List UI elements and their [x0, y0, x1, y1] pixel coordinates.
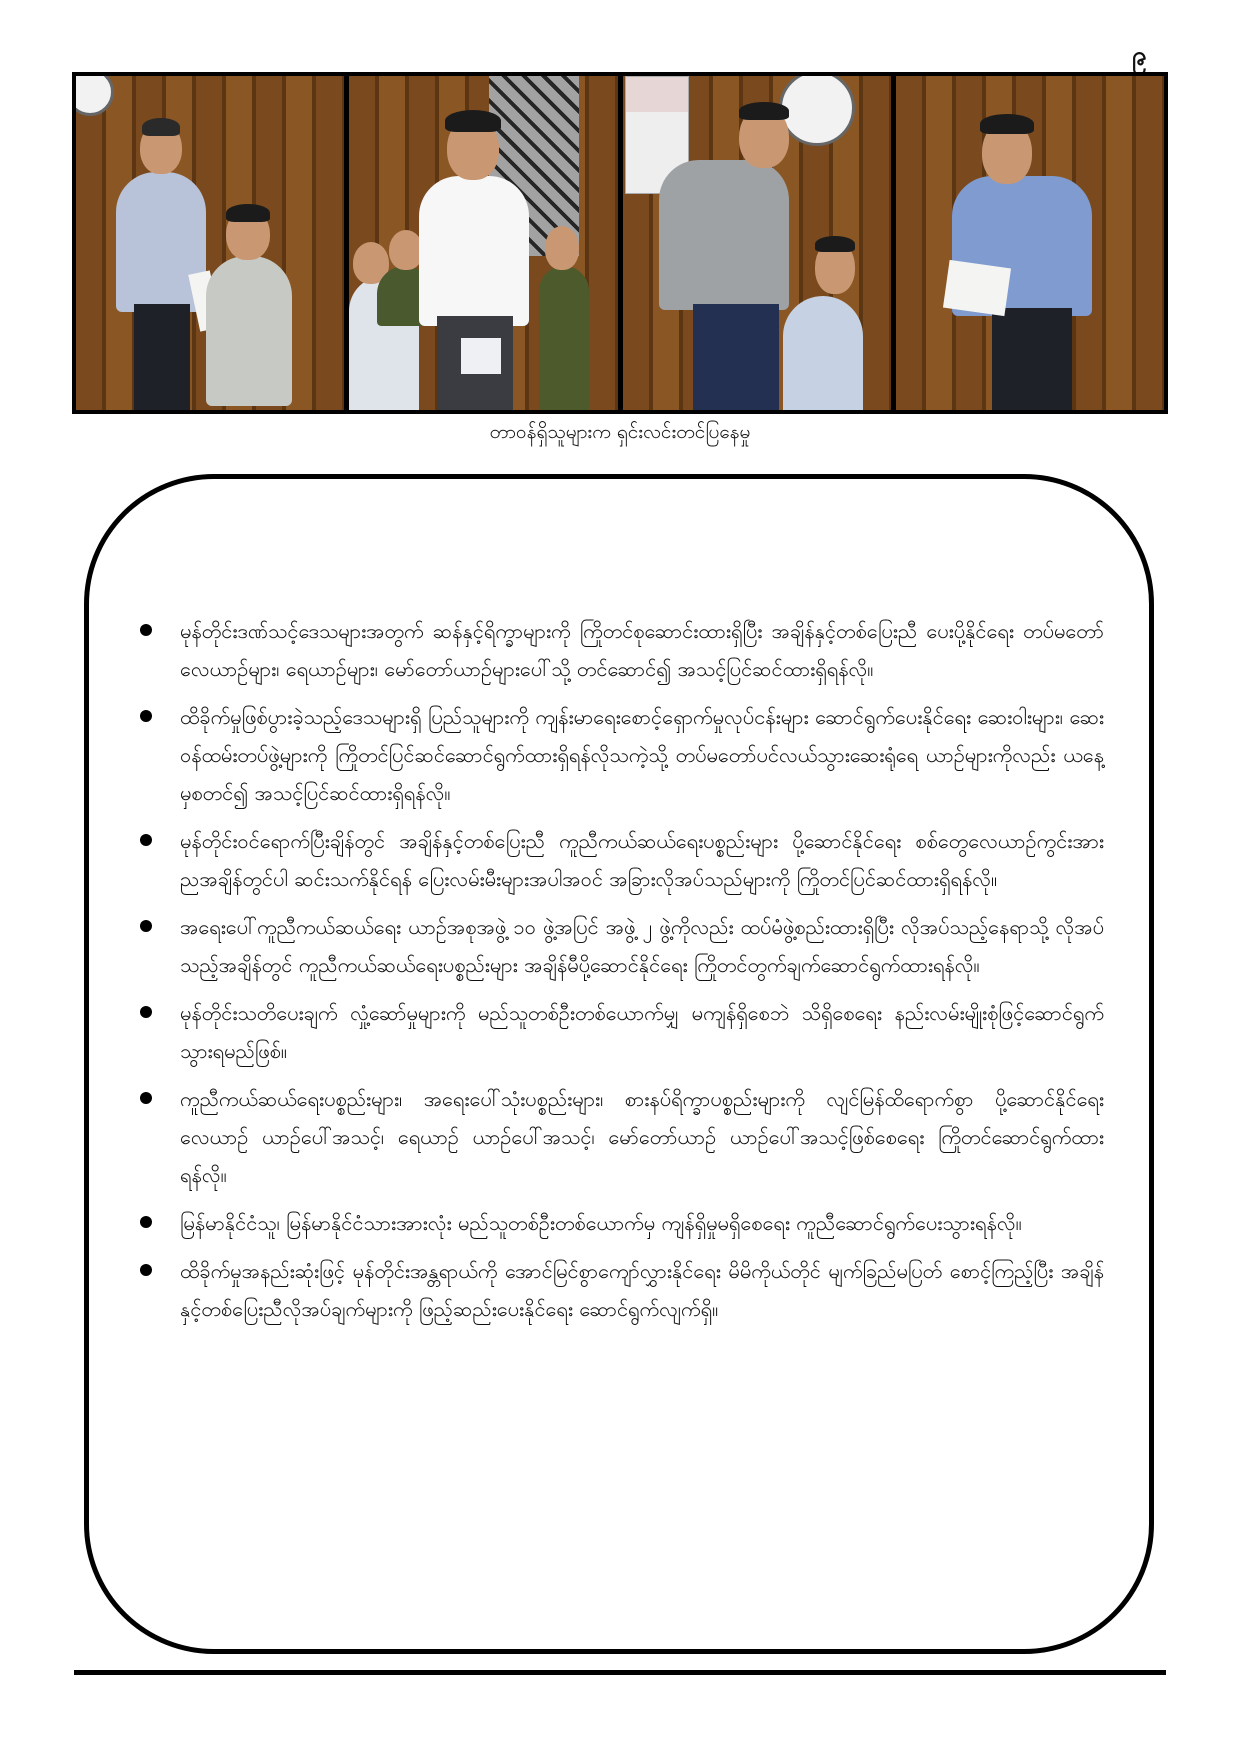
photo-official-2: [349, 76, 617, 410]
bullet-icon: [140, 710, 152, 722]
bullet-icon: [140, 920, 152, 932]
page-number: ၉: [1132, 41, 1147, 71]
photo-strip: [72, 72, 1168, 414]
bullet-item: [136, 1080, 1104, 1194]
bullet-icon: [140, 1264, 152, 1276]
bullet-text: မုန်တိုင်းသတိပေးချက် လှုံ့ဆော်မှုများကို မည်သူတစ်ဦးတစ်ယောက်မျှ မကျန်ရှိစေဘဲ သိရှိစေရေး နည်းလမ်းမျိုးစုံဖြင့်ဆောင်ရွက်သွားရမည်ဖြစ်။: [180, 1001, 1104, 1063]
bullet-text: မြန်မာနိုင်ငံသူ၊ မြန်မာနိုင်ငံသားအားလုံး မည်သူတစ်ဦးတစ်ယောက်မှ ကျန်ရှိမှုမရှိစေရေး ကူညီဆောင်ရွက်ပေးသွားရန်လို။: [180, 1211, 1022, 1235]
bullet-item: [136, 994, 1104, 1070]
bullet-icon: [140, 1216, 152, 1228]
bullet-icon: [140, 834, 152, 846]
photo-official-1: [76, 76, 344, 410]
bullet-list: [136, 612, 1104, 1338]
bullet-text: မုန်တိုင်းဝင်ရောက်ပြီးချိန်တွင် အချိန်နှင့်တစ်ပြေးညီ ကူညီကယ်ဆယ်ရေးပစ္စည်းများ ပို့ဆောင်နိုင်ရေး စစ်တွေလေယာဉ်ကွင်းအား ညအချိန်တွင်ပါ ဆင်းသက်နိုင်ရန် ပြေးလမ်းမီးများအပါအဝင် အခြားလိုအပ်သည်များကို ကြိုတင်ပြင်ဆင်ထားရှိရန်လို။: [180, 829, 1104, 891]
bullet-icon: [140, 624, 152, 636]
bullet-text: ကူညီကယ်ဆယ်ရေးပစ္စည်းများ၊ အရေးပေါ်သုံးပစ္စည်းများ၊ စားနပ်ရိက္ခာပစ္စည်းများကို လျင်မြန်ထိရောက်စွာ ပို့ဆောင်နိုင်ရေး လေယာဉ် ယာဉ်ပေါ်အသင့်၊ ရေယာဉ် ယာဉ်ပေါ်အသင့်၊ မော်တော်ယာဉ် ယာဉ်ပေါ်အသင့်ဖြစ်စေရေး ကြိုတင်ဆောင်ရွက်ထားရန်လို။: [180, 1087, 1104, 1187]
bullet-text: အရေးပေါ်ကူညီကယ်ဆယ်ရေး ယာဉ်အစုအဖွဲ့ ၁၀ ဖွဲ့အပြင် အဖွဲ့ ၂ ဖွဲ့ကိုလည်း ထပ်မံဖွဲ့စည်းထားရှိပြီး လိုအပ်သည့်နေရာသို့ လိုအပ်သည့်အချိန်တွင် ကူညီကယ်ဆယ်ရေးပစ္စည်းများ အချိန်မီပို့ဆောင်နိုင်ရေး ကြိုတင်တွက်ချက်ဆောင်ရွက်ထားရန်လို။: [180, 915, 1104, 977]
bullet-icon: [140, 1092, 152, 1104]
clock-icon: [779, 76, 855, 146]
bullet-icon: [140, 1006, 152, 1018]
bullet-item: [136, 698, 1104, 812]
bullet-item: [136, 1252, 1104, 1328]
photo-official-4: [896, 76, 1164, 410]
footer-rule: [74, 1670, 1166, 1675]
bullet-item: [136, 1204, 1104, 1242]
bullet-item: [136, 822, 1104, 898]
photo-official-3: [623, 76, 891, 410]
bullet-text: ထိခိုက်မှုအနည်းဆုံးဖြင့် မုန်တိုင်းအန္တရာယ်ကို အောင်မြင်စွာကျော်လွှားနိုင်ရေး မိမိကိုယ်တိုင် မျက်ခြည်မပြတ် စောင့်ကြည့်ပြီး အချိန်နှင့်တစ်ပြေးညီလိုအပ်ချက်များကို ဖြည့်ဆည်းပေးနိုင်ရေး ဆောင်ရွက်လျက်ရှိ။: [180, 1259, 1104, 1321]
photo-caption: တာဝန်ရှိသူများက ရှင်းလင်းတင်ပြနေမှု: [489, 421, 751, 443]
bullet-text: ထိခိုက်မှုဖြစ်ပွားခဲ့သည့်ဒေသများရှိ ပြည်သူများကို ကျန်းမာရေးစောင့်ရှောက်မှုလုပ်ငန်းများ ဆောင်ရွက်ပေးနိုင်ရေး ဆေးဝါးများ၊ ဆေးဝန်ထမ်းတပ်ဖွဲ့များကို ကြိုတင်ပြင်ဆင်ဆောင်ရွက်ထားရှိရန်လိုသကဲ့သို့ တပ်မတော်ပင်လယ်သွားဆေးရုံရေ ယာဉ်များကိုလည်း ယနေ့မှစတင်၍ အသင့်ပြင်ဆင်ထားရှိရန်လို။: [180, 705, 1104, 805]
bullet-item: [136, 908, 1104, 984]
bullet-item: [136, 612, 1104, 688]
bullet-text: မုန်တိုင်းဒဏ်သင့်ဒေသများအတွက် ဆန်နှင့်ရိက္ခာများကို ကြိုတင်စုဆောင်းထားရှိပြီး အချိန်နှင့်တစ်ပြေးညီ ပေးပို့နိုင်ရေး တပ်မတော်လေယာဉ်များ၊ ရေယာဉ်များ၊ မော်တော်ယာဉ်များပေါ်သို့ တင်ဆောင်၍ အသင့်ပြင်ဆင်ထားရှိရန်လို။: [180, 619, 1104, 681]
